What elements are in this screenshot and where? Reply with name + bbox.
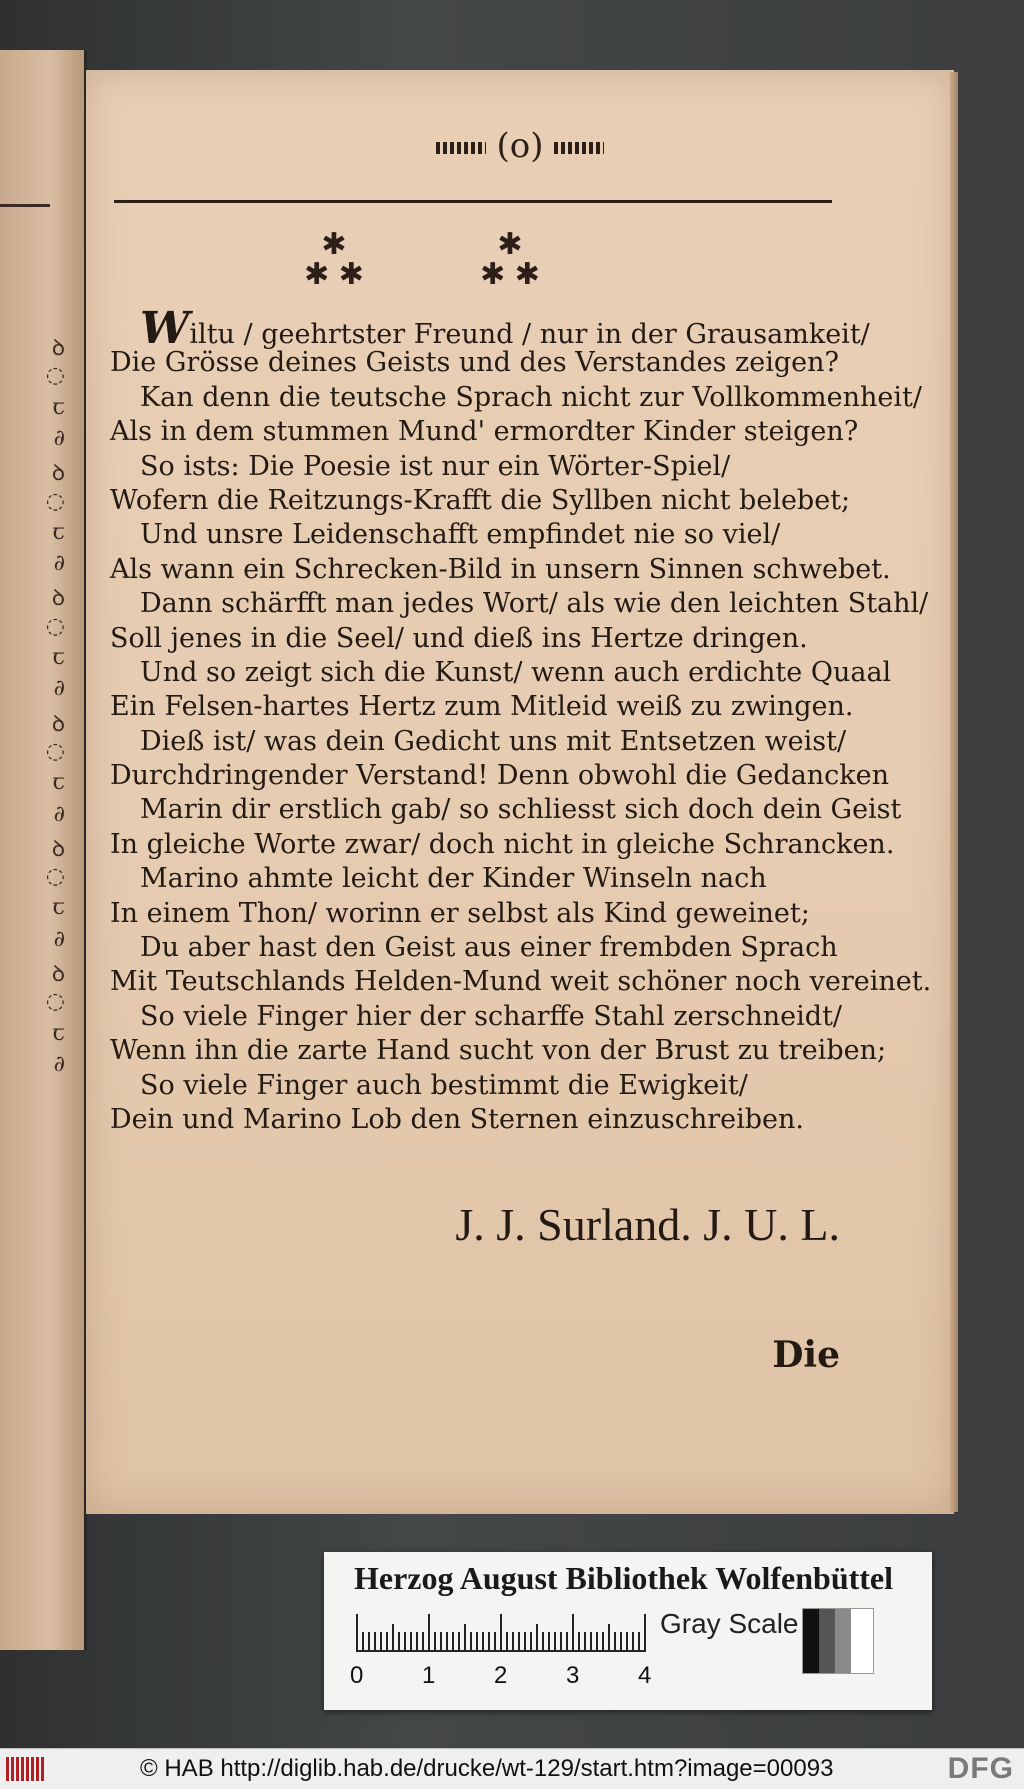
poem-line: In einem Thon/ worinn er selbst als Kind geweinet; — [110, 897, 810, 929]
facing-page-glyph-icon: ∂ — [53, 1051, 66, 1077]
facing-page-glyph-icon: ꝺ — [51, 461, 66, 487]
ruler-tick — [446, 1632, 448, 1650]
gray-scale-label: Gray Scale — [660, 1608, 799, 1639]
ruler-number: 4 — [638, 1662, 652, 1689]
ruler-tick — [434, 1632, 436, 1650]
poem-line: Marin dir erstlich gab/ so schliesst sich doch dein Geist — [140, 794, 902, 826]
hab-logo-icon — [6, 1757, 46, 1781]
ruler-number: 1 — [422, 1662, 436, 1689]
ruler-tick — [452, 1632, 454, 1650]
facing-page-glyph-icon: ◌ — [45, 989, 66, 1015]
facing-page-glyph-icon: ꝺ — [51, 336, 66, 361]
ruler-tick — [458, 1632, 460, 1650]
catchword: Die — [772, 1334, 840, 1376]
facing-page — [0, 50, 87, 1650]
facing-page-glyph-icon: ◌ — [45, 363, 66, 389]
facing-page-rule — [0, 204, 50, 207]
facing-page-glyph-icon: ꝺ — [51, 711, 66, 737]
ruler-number: 3 — [566, 1662, 580, 1689]
ruler-tick — [548, 1632, 550, 1650]
copyright-link[interactable]: © HAB http://diglib.hab.de/drucke/wt-129/start.htm?image=00093 — [140, 1755, 834, 1782]
poem-line: Wofern die Reitzungs-Krafft die Syllben nicht belebet; — [110, 484, 851, 516]
page-edge — [950, 72, 958, 1512]
header-ornament-left-icon — [436, 142, 486, 154]
ruler-tick — [524, 1632, 526, 1650]
poem-line: Als in dem stummen Mund' ermordter Kinder steigen? — [110, 416, 859, 448]
poem-line: Als wann ein Schrecken-Bild in unsern Sinnen schwebet. — [110, 553, 891, 585]
gray-scale-card — [324, 1552, 932, 1710]
facing-page-glyph-icon: ꞇ — [52, 1020, 66, 1046]
ruler-tick — [638, 1632, 640, 1650]
ruler-tick — [476, 1632, 478, 1650]
ruler-tick — [608, 1624, 610, 1650]
ruler-tick — [512, 1632, 514, 1650]
ruler-tick — [380, 1632, 382, 1650]
poem-line: Dann schärfft man jedes Wort/ als wie den leichten Stahl/ — [140, 588, 929, 620]
ruler-tick — [410, 1632, 412, 1650]
ruler-tick — [368, 1632, 370, 1650]
ruler-tick — [620, 1632, 622, 1650]
facing-page-glyph-icon: ◌ — [45, 613, 66, 639]
poem-line: Soll jenes in die Seel/ und dieß ins Hertze dringen. — [110, 622, 808, 654]
poem-line: Kan denn die teutsche Sprach nicht zur Vollkommenheit/ — [140, 381, 922, 413]
gray-swatch — [835, 1609, 851, 1673]
page-header — [86, 126, 954, 166]
ruler-tick — [614, 1632, 616, 1650]
ruler-tick — [518, 1632, 520, 1650]
poem-line: Und so zeigt sich die Kunst/ wenn auch erdichte Quaal — [140, 656, 892, 688]
poem-line: Die Grösse deines Geists und des Verstandes zeigen? — [110, 347, 839, 379]
gray-swatches — [802, 1608, 874, 1674]
ruler-tick — [632, 1632, 634, 1650]
asterism-right-icon: ✱ ✱ ✱ — [480, 227, 540, 292]
footer-bar — [0, 1748, 1024, 1789]
ruler-tick — [422, 1632, 424, 1650]
poem-line-text: iltu / geehrtster Freund / nur in der Grausamkeit/ — [189, 319, 870, 350]
ruler-tick — [386, 1632, 388, 1650]
poem-line: So viele Finger auch bestimmt die Ewigkeit/ — [140, 1069, 748, 1101]
facing-page-glyph-icon: ◌ — [45, 864, 66, 890]
ruler-number: 2 — [494, 1662, 508, 1689]
drop-cap: W — [140, 303, 190, 354]
asterism-left-icon: ✱ ✱ ✱ — [304, 227, 364, 292]
ruler-tick — [566, 1632, 568, 1650]
poem-line: Ein Felsen-hartes Hertz zum Mitleid weiß zu zwingen. — [110, 691, 854, 723]
facing-page-glyph-icon: ꞇ — [52, 519, 66, 545]
gray-swatch — [803, 1609, 819, 1673]
poem-line: In gleiche Worte zwar/ doch nicht in gleiche Schrancken. — [110, 828, 895, 860]
poem-line: So viele Finger hier der scharffe Stahl zerschneidt/ — [140, 1000, 843, 1032]
facing-page-glyph-icon: ꞇ — [52, 645, 66, 670]
poem-line — [110, 303, 870, 354]
poem-line: Marino ahmte leicht der Kinder Winseln nach — [140, 863, 767, 895]
ruler-tick — [596, 1632, 598, 1650]
ruler-tick — [560, 1632, 562, 1650]
ruler-tick — [506, 1632, 508, 1650]
poem-line: Dein und Marino Lob den Sternen einzuschreiben. — [110, 1103, 804, 1135]
facing-page-glyph-icon: ꝺ — [51, 836, 66, 862]
facing-page-glyph-icon: ∂ — [53, 801, 66, 827]
ruler-tick — [626, 1632, 628, 1650]
ruler-tick — [602, 1632, 604, 1650]
facing-page-glyph-icon: ꞇ — [52, 895, 66, 921]
ruler-tick — [398, 1632, 400, 1650]
ruler-tick — [356, 1614, 358, 1650]
facing-page-glyph-icon: ◌ — [45, 738, 66, 764]
gray-swatch — [851, 1609, 873, 1673]
poem-line: Du aber hast den Geist aus einer frembden Sprach — [140, 932, 838, 964]
ruler-tick — [416, 1632, 418, 1650]
ruler-tick — [590, 1632, 592, 1650]
ruler-tick — [392, 1624, 394, 1650]
poem-line: Und unsre Leidenschafft empfindet nie so viel/ — [140, 519, 781, 551]
ruler-tick — [482, 1632, 484, 1650]
ruler-tick — [464, 1624, 466, 1650]
signature: J. J. Surland. J. U. L. — [455, 1199, 840, 1250]
facing-page-glyph-icon: ꝺ — [51, 586, 66, 612]
ruler-tick — [362, 1632, 364, 1650]
ruler-tick — [428, 1614, 430, 1650]
poem-line: So ists: Die Poesie ist nur ein Wörter-Spiel/ — [140, 450, 731, 482]
ruler-tick — [440, 1632, 442, 1650]
facing-page-glyph-icon: ∂ — [53, 676, 66, 702]
poem-body — [110, 303, 932, 1137]
poem-line: Wenn ihn die zarte Hand sucht von der Brust zu treiben; — [110, 1035, 887, 1067]
ruler-tick — [584, 1632, 586, 1650]
facing-page-glyph-icon: ∂ — [53, 425, 66, 451]
ruler-tick — [554, 1632, 556, 1650]
header-ornament-right-icon — [554, 142, 604, 154]
facing-page-glyph-icon: ꞇ — [52, 770, 66, 796]
ruler-tick — [374, 1632, 376, 1650]
document-page — [86, 70, 954, 1514]
poem-line: Durchdringender Verstand! Denn obwohl die Gedancken — [110, 760, 890, 792]
dfg-logo: DFG — [947, 1752, 1014, 1785]
ruler-tick — [578, 1632, 580, 1650]
header-rule — [114, 200, 832, 203]
ruler-tick — [536, 1624, 538, 1650]
ruler-tick — [494, 1632, 496, 1650]
facing-page-glyph-icon: ꝺ — [51, 962, 66, 987]
ruler-tick — [572, 1614, 574, 1650]
ruler-tick — [542, 1632, 544, 1650]
ruler-tick — [488, 1632, 490, 1650]
facing-page-glyph-icon: ∂ — [53, 926, 66, 952]
ruler-tick — [644, 1614, 646, 1650]
facing-page-glyph-icon: ꞇ — [52, 394, 66, 420]
ruler-tick — [470, 1632, 472, 1650]
ruler-tick — [530, 1632, 532, 1650]
facing-page-glyph-icon: ∂ — [53, 551, 66, 577]
poem-line: Dieß ist/ was dein Gedicht uns mit Entsetzen weist/ — [140, 725, 847, 757]
ruler-tick — [500, 1614, 502, 1650]
ruler-scale — [356, 1614, 646, 1652]
page-number: (o) — [496, 126, 544, 166]
ruler-number: 0 — [350, 1662, 364, 1689]
library-name: Herzog August Bibliothek Wolfenbüttel — [354, 1560, 894, 1596]
facing-page-glyph-icon: ◌ — [45, 488, 66, 514]
poem-line: Mit Teutschlands Helden-Mund weit schöner noch vereinet. — [110, 966, 932, 998]
gray-swatch — [819, 1609, 835, 1673]
ruler-tick — [404, 1632, 406, 1650]
